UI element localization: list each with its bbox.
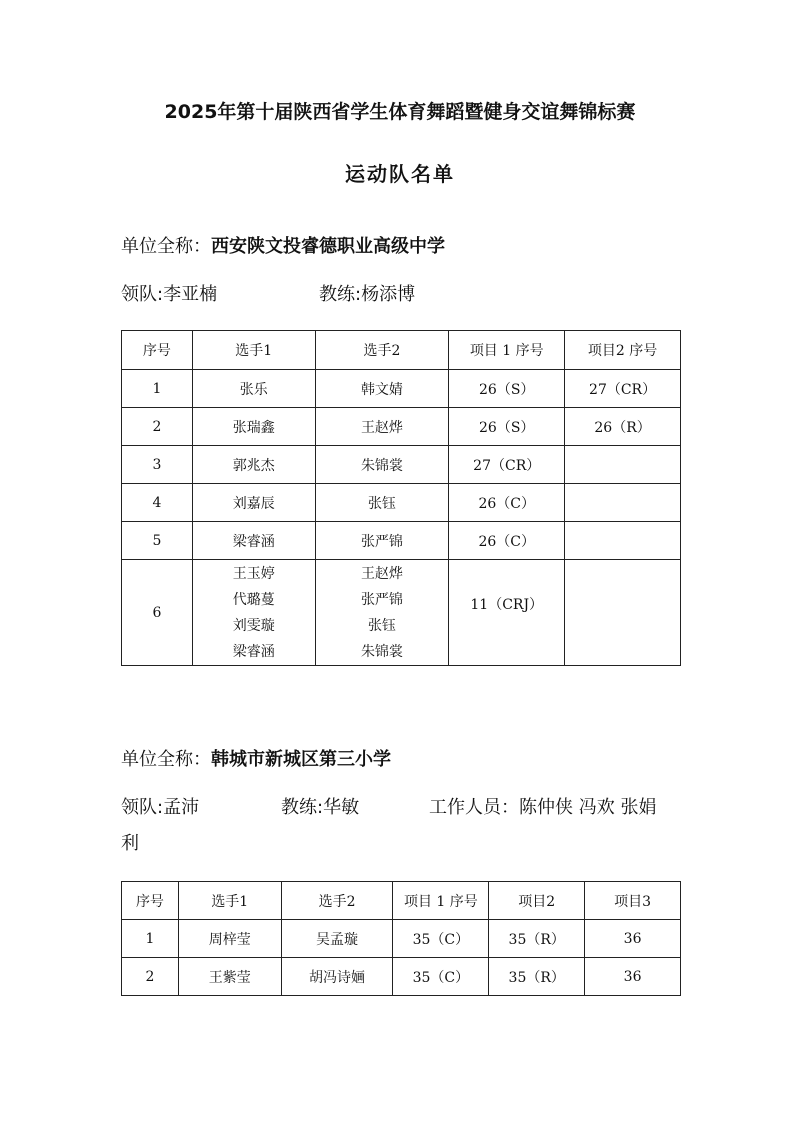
row-player1: 周梓莹 xyxy=(178,920,281,958)
team2-header-e2: 项目2 xyxy=(489,882,585,920)
row-no: 2 xyxy=(122,958,179,996)
row-event1: 27（CR） xyxy=(449,446,565,484)
table-row-group xyxy=(122,560,681,666)
player-name: 王赵烨 xyxy=(360,565,403,582)
row-event1: 26（S） xyxy=(449,370,565,408)
team1-unit-label: 单位全称： xyxy=(121,236,211,257)
row-no: 1 xyxy=(122,920,179,958)
row-player2: 王赵烨 xyxy=(315,408,449,446)
team1-header-e1: 项目 1 序号 xyxy=(449,331,565,370)
team2-unit-line xyxy=(121,745,391,771)
team2-header-p2: 选手2 xyxy=(281,882,393,920)
document-subtitle: 运动队名单 xyxy=(345,162,455,186)
row-player2: 胡冯诗婳 xyxy=(281,958,393,996)
table-row xyxy=(122,958,681,996)
row-no: 5 xyxy=(122,522,193,560)
player-name: 张钰 xyxy=(367,617,396,634)
table-row xyxy=(122,446,681,484)
row-player2: 吴孟璇 xyxy=(281,920,393,958)
row-player1: 刘嘉辰 xyxy=(192,484,315,522)
row-event2: 35（R） xyxy=(489,920,585,958)
team2-unit-label: 单位全称： xyxy=(121,749,211,770)
row-event2 xyxy=(565,560,681,666)
row-event3: 36 xyxy=(585,958,681,996)
table-row xyxy=(122,522,681,560)
table-row xyxy=(122,920,681,958)
player-name: 朱锦裳 xyxy=(360,643,403,660)
row-no: 2 xyxy=(122,408,193,446)
row-event2: 26（R） xyxy=(565,408,681,446)
team1-header-p1: 选手1 xyxy=(192,331,315,370)
team2-table xyxy=(121,881,681,996)
row-player2: 张钰 xyxy=(315,484,449,522)
team2-staff-line2: 利 xyxy=(121,833,139,854)
row-player2: 张严锦 xyxy=(315,522,449,560)
team1-staff-line xyxy=(121,280,416,306)
row-no: 3 xyxy=(122,446,193,484)
row-event2: 35（R） xyxy=(489,958,585,996)
team2-staff: 工作人员：陈仲侠 冯欢 张娟 xyxy=(429,797,657,818)
table-row xyxy=(122,370,681,408)
team2-unit-name: 韩城市新城区第三小学 xyxy=(211,749,391,770)
row-player1-list xyxy=(192,560,315,666)
team1-unit-name: 西安陕文投睿德职业高级中学 xyxy=(211,236,445,257)
row-event2 xyxy=(565,446,681,484)
team1-leader: 领队:李亚楠 xyxy=(121,284,218,305)
row-event3: 36 xyxy=(585,920,681,958)
team2-header-e3: 项目3 xyxy=(585,882,681,920)
row-player1: 张瑞鑫 xyxy=(192,408,315,446)
team2-staff-continued xyxy=(121,829,139,855)
row-event1: 11（CRJ） xyxy=(449,560,565,666)
team1-table xyxy=(121,330,681,666)
row-event1: 35（C） xyxy=(393,958,489,996)
row-player2-list xyxy=(315,560,449,666)
team1-coach: 教练:杨添博 xyxy=(319,284,416,305)
row-player1: 梁睿涵 xyxy=(192,522,315,560)
team1-unit-line xyxy=(121,232,445,258)
team2-header-row xyxy=(122,882,681,920)
row-event2: 27（CR） xyxy=(565,370,681,408)
team1-header-p2: 选手2 xyxy=(315,331,449,370)
team2-header-no: 序号 xyxy=(122,882,179,920)
player-name: 梁睿涵 xyxy=(232,643,275,660)
document-title: 2025年第十届陕西省学生体育舞蹈暨健身交谊舞锦标赛 xyxy=(164,101,636,123)
team2-header-e1: 项目 1 序号 xyxy=(393,882,489,920)
row-event2 xyxy=(565,484,681,522)
player-name: 张严锦 xyxy=(360,591,403,608)
team2-leader: 领队:孟沛 xyxy=(121,797,200,818)
row-no: 6 xyxy=(122,560,193,666)
team1-header-e2: 项目2 序号 xyxy=(565,331,681,370)
row-event1: 26（C） xyxy=(449,484,565,522)
team1-header-no: 序号 xyxy=(122,331,193,370)
team1-header-row xyxy=(122,331,681,370)
team2-staff-line xyxy=(121,793,681,819)
team2-header-p1: 选手1 xyxy=(178,882,281,920)
row-player2: 朱锦裳 xyxy=(315,446,449,484)
team2-coach: 教练:华敏 xyxy=(281,797,360,818)
row-no: 4 xyxy=(122,484,193,522)
player-name: 代璐蔓 xyxy=(232,591,275,608)
row-player1: 张乐 xyxy=(192,370,315,408)
row-event1: 26（S） xyxy=(449,408,565,446)
row-event1: 26（C） xyxy=(449,522,565,560)
row-player1: 郭兆杰 xyxy=(192,446,315,484)
row-event2 xyxy=(565,522,681,560)
table-row xyxy=(122,408,681,446)
row-no: 1 xyxy=(122,370,193,408)
table-row xyxy=(122,484,681,522)
player-name: 王玉婷 xyxy=(232,565,275,582)
player-name: 刘雯璇 xyxy=(232,617,275,634)
row-player1: 王紫莹 xyxy=(178,958,281,996)
row-player2: 韩文婧 xyxy=(315,370,449,408)
row-event1: 35（C） xyxy=(393,920,489,958)
